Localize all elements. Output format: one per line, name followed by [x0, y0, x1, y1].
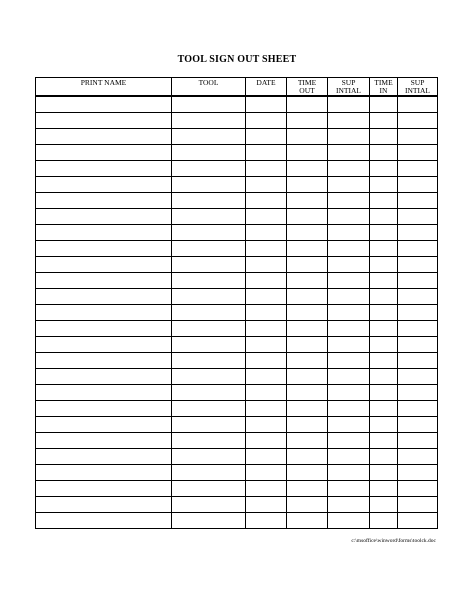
cell-tool[interactable] [172, 305, 246, 321]
cell-tool[interactable] [172, 225, 246, 241]
cell-sup-initial-out[interactable] [328, 193, 370, 209]
cell-time-in[interactable] [370, 273, 398, 289]
cell-sup-initial-out[interactable] [328, 113, 370, 129]
cell-sup-initial-in[interactable] [398, 193, 438, 209]
cell-time-out[interactable] [287, 177, 328, 193]
cell-sup-initial-out[interactable] [328, 273, 370, 289]
cell-time-out[interactable] [287, 96, 328, 113]
table-row [36, 209, 438, 225]
cell-time-out[interactable] [287, 385, 328, 401]
cell-time-in[interactable] [370, 449, 398, 465]
table-row [36, 129, 438, 145]
cell-time-in[interactable] [370, 465, 398, 481]
cell-time-out[interactable] [287, 113, 328, 129]
cell-tool[interactable] [172, 161, 246, 177]
cell-sup-initial-in[interactable] [398, 449, 438, 465]
cell-date[interactable] [246, 209, 287, 225]
cell-sup-initial-in[interactable] [398, 273, 438, 289]
cell-time-out[interactable] [287, 273, 328, 289]
cell-tool[interactable] [172, 257, 246, 273]
file-path-footer: c:\msoffice\winword\forms\toolck.doc [351, 538, 436, 544]
table-body [36, 96, 438, 529]
cell-time-in[interactable] [370, 209, 398, 225]
cell-time-out[interactable] [287, 513, 328, 529]
cell-time-in[interactable] [370, 289, 398, 305]
cell-sup-initial-in[interactable] [398, 96, 438, 113]
cell-time-out[interactable] [287, 449, 328, 465]
cell-date[interactable] [246, 369, 287, 385]
table-row [36, 321, 438, 337]
cell-sup-initial-in[interactable] [398, 209, 438, 225]
table-row [36, 241, 438, 257]
cell-sup-initial-out[interactable] [328, 401, 370, 417]
table-row [36, 161, 438, 177]
cell-date[interactable] [246, 193, 287, 209]
cell-tool[interactable] [172, 273, 246, 289]
cell-tool[interactable] [172, 145, 246, 161]
cell-sup-initial-in[interactable] [398, 385, 438, 401]
cell-tool[interactable] [172, 193, 246, 209]
cell-print-name[interactable] [36, 305, 172, 321]
cell-sup-initial-in[interactable] [398, 337, 438, 353]
cell-print-name[interactable] [36, 417, 172, 433]
cell-sup-initial-in[interactable] [398, 305, 438, 321]
cell-time-out[interactable] [287, 305, 328, 321]
cell-time-in[interactable] [370, 193, 398, 209]
cell-sup-initial-in[interactable] [398, 417, 438, 433]
cell-tool[interactable] [172, 129, 246, 145]
table-row [36, 497, 438, 513]
table-row [36, 353, 438, 369]
cell-tool[interactable] [172, 465, 246, 481]
cell-print-name[interactable] [36, 353, 172, 369]
table-row [36, 225, 438, 241]
cell-tool[interactable] [172, 241, 246, 257]
cell-time-in[interactable] [370, 305, 398, 321]
cell-print-name[interactable] [36, 433, 172, 449]
cell-print-name[interactable] [36, 96, 172, 113]
cell-print-name[interactable] [36, 145, 172, 161]
cell-date[interactable] [246, 401, 287, 417]
cell-print-name[interactable] [36, 257, 172, 273]
cell-print-name[interactable] [36, 225, 172, 241]
cell-sup-initial-out[interactable] [328, 145, 370, 161]
cell-time-out[interactable] [287, 401, 328, 417]
cell-sup-initial-out[interactable] [328, 289, 370, 305]
cell-tool[interactable] [172, 513, 246, 529]
cell-sup-initial-out[interactable] [328, 209, 370, 225]
cell-print-name[interactable] [36, 209, 172, 225]
table-row [36, 177, 438, 193]
cell-time-out[interactable] [287, 289, 328, 305]
table-row [36, 193, 438, 209]
cell-sup-initial-in[interactable] [398, 513, 438, 529]
cell-print-name[interactable] [36, 449, 172, 465]
cell-time-in[interactable] [370, 353, 398, 369]
cell-tool[interactable] [172, 417, 246, 433]
table-row [36, 385, 438, 401]
cell-tool[interactable] [172, 369, 246, 385]
table-row [36, 513, 438, 529]
cell-tool[interactable] [172, 337, 246, 353]
table-row [36, 273, 438, 289]
table-row [36, 433, 438, 449]
cell-sup-initial-in[interactable] [398, 257, 438, 273]
cell-sup-initial-out[interactable] [328, 225, 370, 241]
cell-date[interactable] [246, 96, 287, 113]
cell-tool[interactable] [172, 385, 246, 401]
cell-date[interactable] [246, 273, 287, 289]
cell-print-name[interactable] [36, 401, 172, 417]
cell-time-out[interactable] [287, 481, 328, 497]
cell-sup-initial-out[interactable] [328, 321, 370, 337]
cell-print-name[interactable] [36, 465, 172, 481]
cell-time-out[interactable] [287, 129, 328, 145]
cell-print-name[interactable] [36, 337, 172, 353]
cell-tool[interactable] [172, 289, 246, 305]
cell-tool[interactable] [172, 321, 246, 337]
cell-date[interactable] [246, 337, 287, 353]
cell-sup-initial-out[interactable] [328, 353, 370, 369]
cell-tool[interactable] [172, 433, 246, 449]
cell-date[interactable] [246, 321, 287, 337]
table-row [36, 369, 438, 385]
cell-sup-initial-in[interactable] [398, 465, 438, 481]
cell-sup-initial-out[interactable] [328, 96, 370, 113]
cell-tool[interactable] [172, 177, 246, 193]
cell-print-name[interactable] [36, 289, 172, 305]
cell-date[interactable] [246, 289, 287, 305]
cell-tool[interactable] [172, 497, 246, 513]
cell-sup-initial-in[interactable] [398, 241, 438, 257]
cell-sup-initial-out[interactable] [328, 305, 370, 321]
cell-sup-initial-out[interactable] [328, 417, 370, 433]
cell-print-name[interactable] [36, 241, 172, 257]
cell-tool[interactable] [172, 96, 246, 113]
cell-sup-initial-out[interactable] [328, 465, 370, 481]
cell-sup-initial-out[interactable] [328, 337, 370, 353]
cell-sup-initial-in[interactable] [398, 369, 438, 385]
cell-tool[interactable] [172, 353, 246, 369]
cell-sup-initial-in[interactable] [398, 481, 438, 497]
cell-date[interactable] [246, 449, 287, 465]
cell-sup-initial-out[interactable] [328, 369, 370, 385]
cell-time-in[interactable] [370, 497, 398, 513]
header-print-name: PRINT NAME [36, 78, 172, 97]
cell-sup-initial-in[interactable] [398, 129, 438, 145]
cell-time-out[interactable] [287, 225, 328, 241]
cell-time-in[interactable] [370, 129, 398, 145]
cell-time-in[interactable] [370, 113, 398, 129]
cell-time-out[interactable] [287, 337, 328, 353]
cell-print-name[interactable] [36, 321, 172, 337]
cell-time-out[interactable] [287, 241, 328, 257]
cell-time-out[interactable] [287, 353, 328, 369]
cell-time-in[interactable] [370, 241, 398, 257]
cell-date[interactable] [246, 145, 287, 161]
cell-time-in[interactable] [370, 513, 398, 529]
cell-time-out[interactable] [287, 145, 328, 161]
cell-sup-initial-in[interactable] [398, 353, 438, 369]
table-row [36, 257, 438, 273]
sign-out-table [35, 77, 438, 529]
table-row [36, 96, 438, 113]
table-row [36, 417, 438, 433]
table-row [36, 481, 438, 497]
table-row [36, 465, 438, 481]
cell-time-in[interactable] [370, 225, 398, 241]
cell-sup-initial-in[interactable] [398, 177, 438, 193]
cell-sup-initial-out[interactable] [328, 449, 370, 465]
cell-sup-initial-out[interactable] [328, 241, 370, 257]
cell-sup-initial-in[interactable] [398, 113, 438, 129]
cell-time-out[interactable] [287, 321, 328, 337]
cell-time-out[interactable] [287, 257, 328, 273]
header-sup-initial-out: SUP INTIAL [328, 78, 370, 97]
cell-date[interactable] [246, 129, 287, 145]
cell-date[interactable] [246, 465, 287, 481]
cell-time-in[interactable] [370, 321, 398, 337]
cell-print-name[interactable] [36, 161, 172, 177]
cell-date[interactable] [246, 481, 287, 497]
cell-sup-initial-out[interactable] [328, 497, 370, 513]
cell-sup-initial-out[interactable] [328, 481, 370, 497]
cell-time-in[interactable] [370, 96, 398, 113]
cell-time-out[interactable] [287, 209, 328, 225]
cell-sup-initial-in[interactable] [398, 433, 438, 449]
cell-sup-initial-in[interactable] [398, 401, 438, 417]
cell-tool[interactable] [172, 113, 246, 129]
cell-date[interactable] [246, 113, 287, 129]
cell-tool[interactable] [172, 401, 246, 417]
cell-time-out[interactable] [287, 161, 328, 177]
cell-date[interactable] [246, 385, 287, 401]
cell-sup-initial-in[interactable] [398, 161, 438, 177]
cell-print-name[interactable] [36, 113, 172, 129]
cell-time-in[interactable] [370, 337, 398, 353]
cell-time-in[interactable] [370, 161, 398, 177]
cell-sup-initial-out[interactable] [328, 161, 370, 177]
cell-time-out[interactable] [287, 417, 328, 433]
header-row [36, 78, 438, 97]
cell-sup-initial-in[interactable] [398, 497, 438, 513]
sheet-title: TOOL SIGN OUT SHEET [177, 54, 297, 65]
table-row [36, 305, 438, 321]
cell-print-name[interactable] [36, 129, 172, 145]
cell-date[interactable] [246, 225, 287, 241]
cell-sup-initial-out[interactable] [328, 385, 370, 401]
cell-time-in[interactable] [370, 433, 398, 449]
cell-sup-initial-in[interactable] [398, 321, 438, 337]
cell-tool[interactable] [172, 449, 246, 465]
cell-tool[interactable] [172, 481, 246, 497]
cell-print-name[interactable] [36, 193, 172, 209]
cell-print-name[interactable] [36, 497, 172, 513]
cell-time-out[interactable] [287, 369, 328, 385]
table-row [36, 289, 438, 305]
cell-sup-initial-out[interactable] [328, 433, 370, 449]
cell-date[interactable] [246, 161, 287, 177]
header-sup-initial-in: SUP INTIAL [398, 78, 438, 97]
cell-print-name[interactable] [36, 513, 172, 529]
cell-time-in[interactable] [370, 177, 398, 193]
header-time-in: TIME IN [370, 78, 398, 97]
cell-date[interactable] [246, 353, 287, 369]
cell-time-out[interactable] [287, 497, 328, 513]
cell-date[interactable] [246, 433, 287, 449]
table-row [36, 401, 438, 417]
header-tool: TOOL [172, 78, 246, 97]
cell-print-name[interactable] [36, 385, 172, 401]
cell-time-in[interactable] [370, 385, 398, 401]
cell-date[interactable] [246, 497, 287, 513]
cell-time-in[interactable] [370, 257, 398, 273]
cell-sup-initial-out[interactable] [328, 177, 370, 193]
cell-time-in[interactable] [370, 401, 398, 417]
cell-print-name[interactable] [36, 177, 172, 193]
cell-time-in[interactable] [370, 145, 398, 161]
cell-date[interactable] [246, 305, 287, 321]
cell-sup-initial-out[interactable] [328, 513, 370, 529]
cell-time-in[interactable] [370, 369, 398, 385]
cell-date[interactable] [246, 241, 287, 257]
cell-date[interactable] [246, 417, 287, 433]
cell-print-name[interactable] [36, 481, 172, 497]
cell-sup-initial-out[interactable] [328, 257, 370, 273]
header-time-out: TIME OUT [287, 78, 328, 97]
cell-sup-initial-in[interactable] [398, 289, 438, 305]
cell-tool[interactable] [172, 209, 246, 225]
cell-time-out[interactable] [287, 465, 328, 481]
cell-sup-initial-in[interactable] [398, 145, 438, 161]
cell-time-out[interactable] [287, 193, 328, 209]
cell-sup-initial-out[interactable] [328, 129, 370, 145]
cell-print-name[interactable] [36, 369, 172, 385]
cell-time-in[interactable] [370, 417, 398, 433]
cell-time-out[interactable] [287, 433, 328, 449]
cell-time-in[interactable] [370, 481, 398, 497]
cell-date[interactable] [246, 257, 287, 273]
cell-sup-initial-in[interactable] [398, 225, 438, 241]
table-row [36, 145, 438, 161]
table-row [36, 337, 438, 353]
table-row [36, 449, 438, 465]
cell-print-name[interactable] [36, 273, 172, 289]
header-date: DATE [246, 78, 287, 97]
cell-date[interactable] [246, 177, 287, 193]
table-row [36, 113, 438, 129]
cell-date[interactable] [246, 513, 287, 529]
